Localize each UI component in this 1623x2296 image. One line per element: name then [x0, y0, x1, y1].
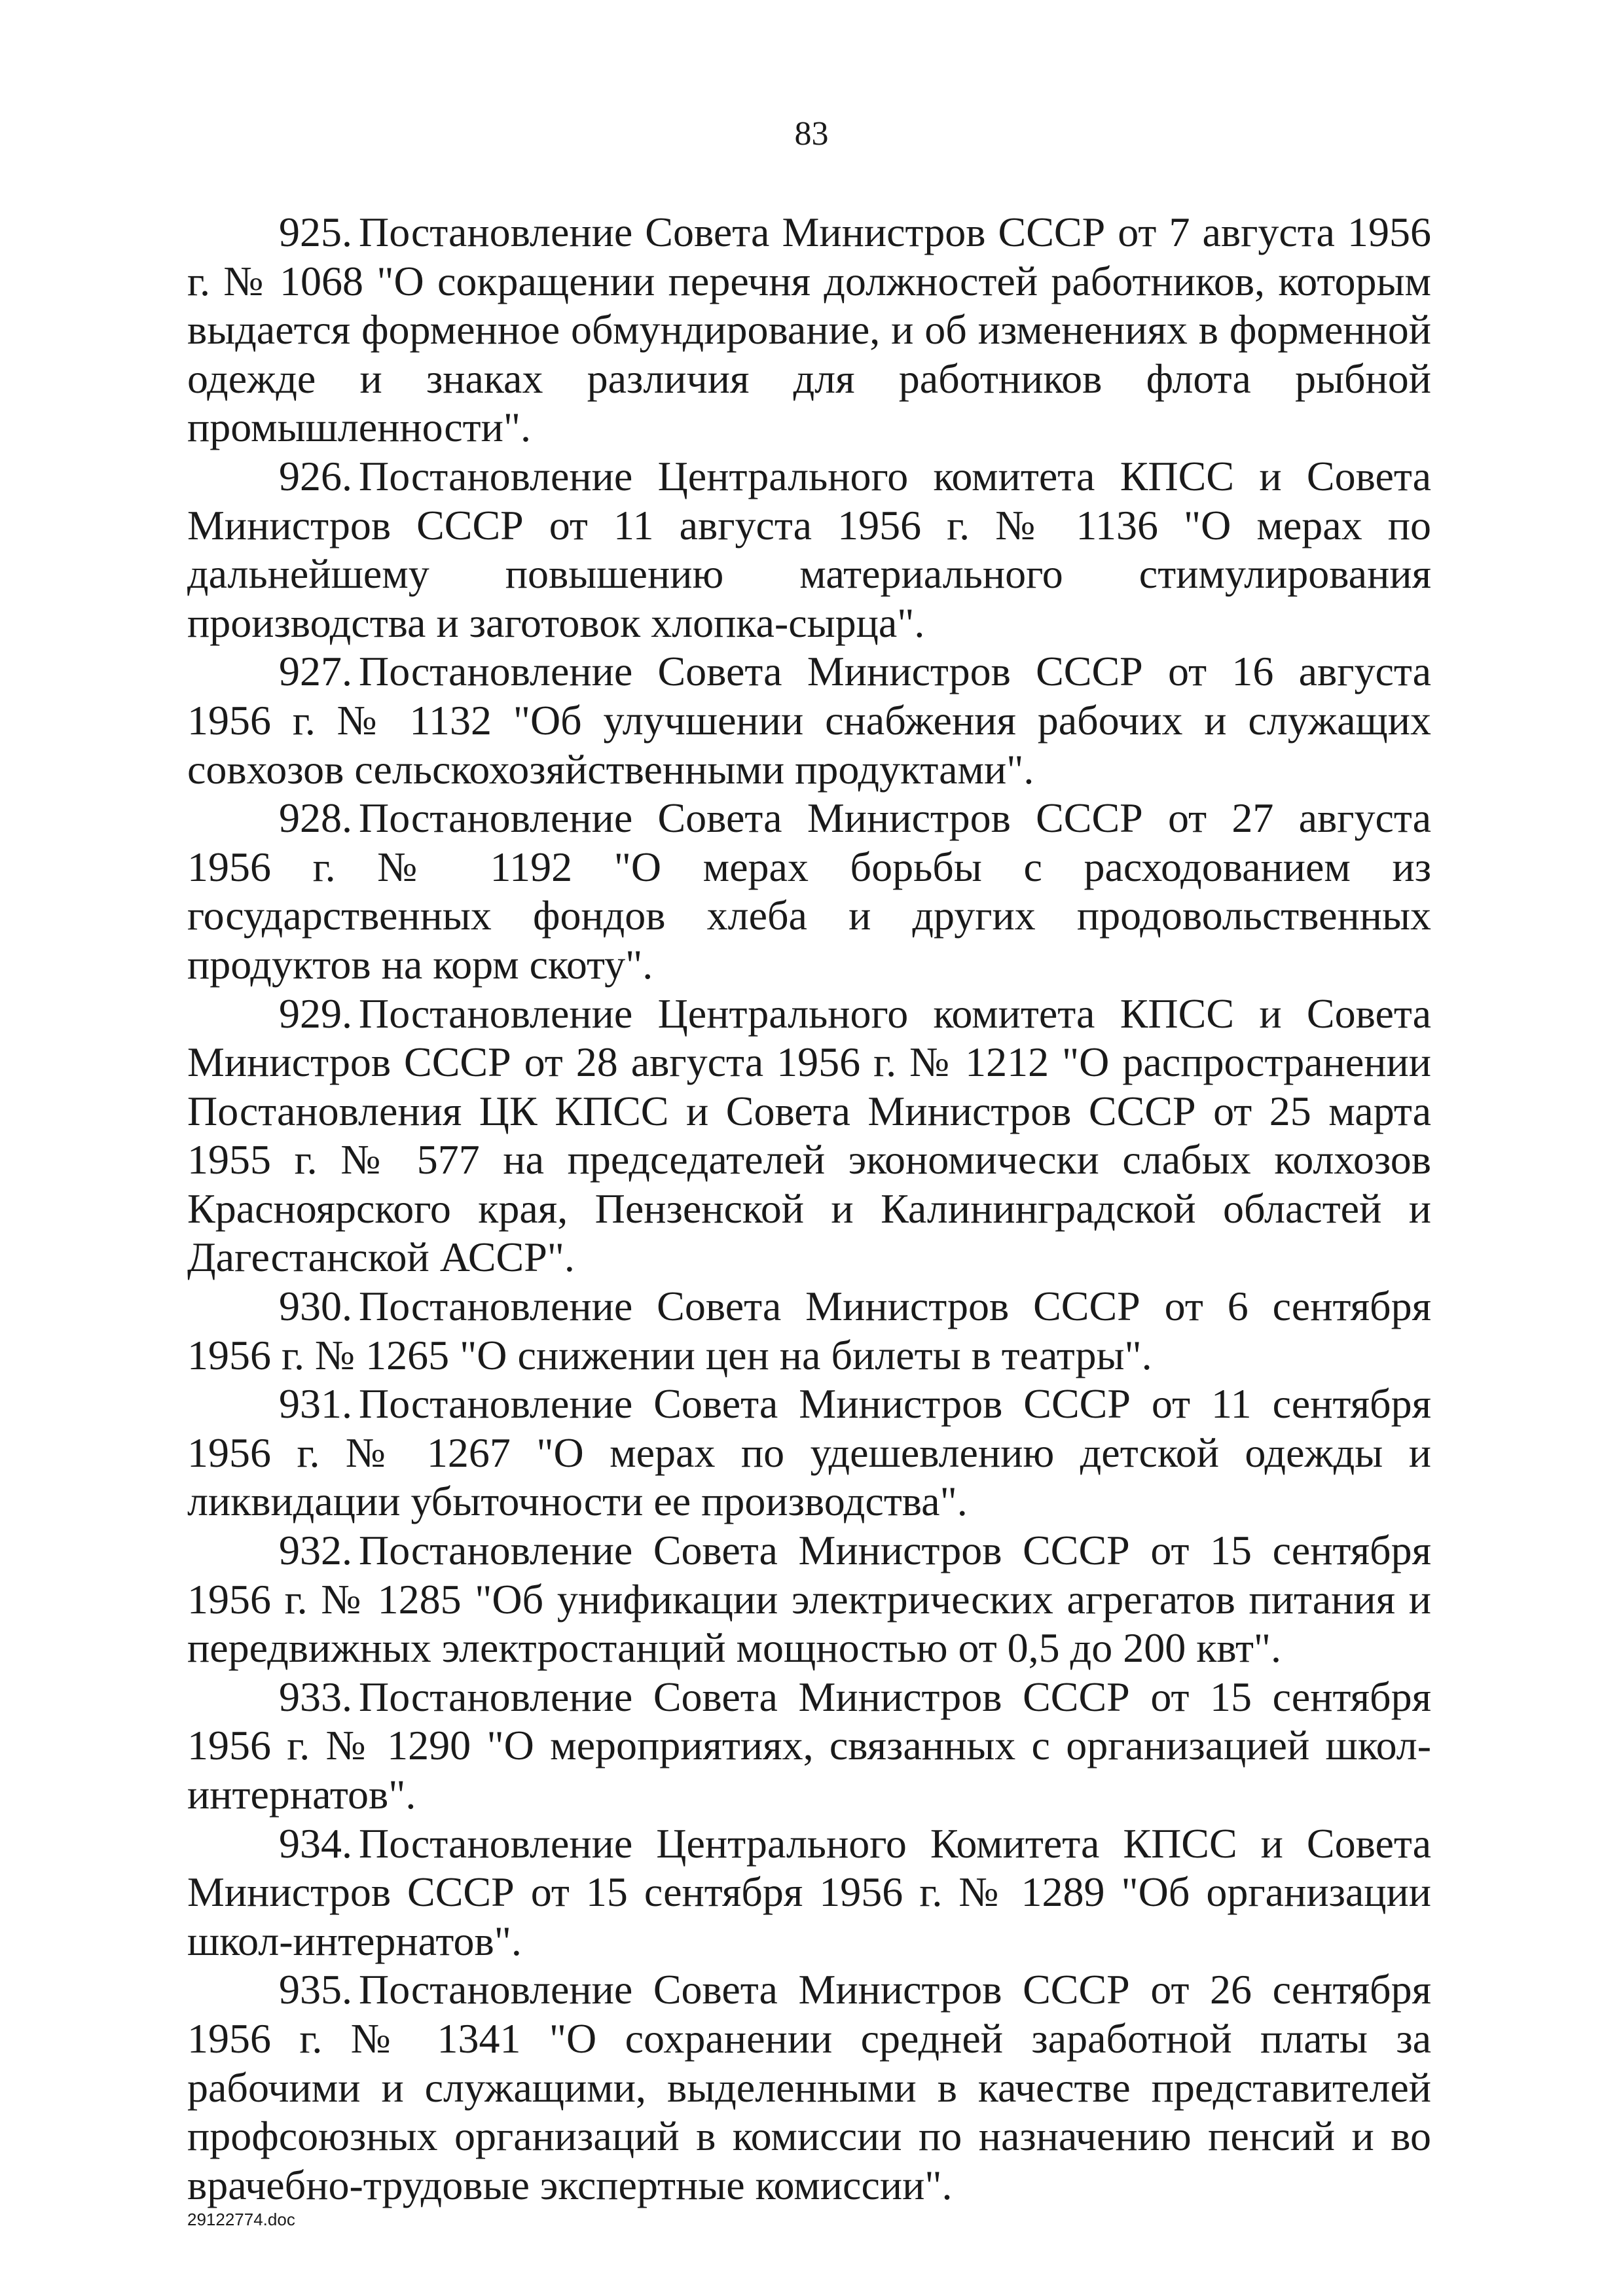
- entry-text: Постановление Совета Министров СССР от 26 сентября 1956 г. № 1341 "О сохранении средней заработной платы за рабочими и служащими, выделенными в качестве представителей профсоюзных организаций в комиссии по назначению пенсий и во врачебно-трудовые экспертные комиссии".: [187, 1966, 1431, 2208]
- entry-number: 932.: [279, 1527, 352, 1574]
- entry-number: 931.: [279, 1380, 352, 1427]
- list-item-927: [187, 647, 1431, 794]
- list-item-929: [187, 990, 1431, 1283]
- list-item-926: [187, 452, 1431, 647]
- list-item-933: [187, 1673, 1431, 1820]
- entry-text: Постановление Центрального комитета КПСС и Совета Министров СССР от 11 августа 1956 г. № 1136 "О мерах по дальнейшему повышению материального стимулирования производства и заготовок хлопка-сырца".: [187, 452, 1431, 646]
- list-item-934: [187, 1820, 1431, 1966]
- entry-text: Постановление Совета Министров СССР от 11 сентября 1956 г. № 1267 "О мерах по удешевлению детской одежды и ликвидации убыточности ее производства".: [187, 1380, 1431, 1525]
- entry-text: Постановление Совета Министров СССР от 7 августа 1956 г. № 1068 "О сокращении перечня должностей работников, которым выдается форменное обмундирование, и об изменениях в форменной одежде и знаках различия для работников флота рыбной промышленности".: [187, 209, 1431, 451]
- entry-text: Постановление Совета Министров СССР от 15 сентября 1956 г. № 1290 "О мероприятиях, связанных с организацией школ-интернатов".: [187, 1673, 1431, 1818]
- page-number: 83: [794, 115, 829, 152]
- footer-filename: 29122774.doc: [187, 2210, 295, 2229]
- list-item-925: [187, 208, 1431, 452]
- entry-text: Постановление Совета Министров СССР от 16 августа 1956 г. № 1132 "Об улучшении снабжения рабочих и служащих совхозов сельскохозяйственными продуктами".: [187, 648, 1431, 793]
- entry-number: 927.: [279, 648, 352, 695]
- list-item-931: [187, 1380, 1431, 1526]
- entry-text: Постановление Совета Министров СССР от 15 сентября 1956 г. № 1285 "Об унификации электрических агрегатов питания и передвижных электростанций мощностью от 0,5 до 200 квт".: [187, 1527, 1431, 1672]
- list-item-928: [187, 794, 1431, 989]
- list-item-932: [187, 1526, 1431, 1673]
- entry-number: 933.: [279, 1673, 352, 1720]
- entry-number: 934.: [279, 1820, 352, 1867]
- entry-number: 930.: [279, 1283, 352, 1330]
- entry-text: Постановление Совета Министров СССР от 27 августа 1956 г. № 1192 "О мерах борьбы с расходованием из государственных фондов хлеба и других продовольственных продуктов на корм скоту".: [187, 795, 1431, 988]
- entry-text: Постановление Центрального комитета КПСС и Совета Министров СССР от 28 августа 1956 г. № 1212 "О распространении Постановления ЦК КПСС и Совета Министров СССР от 25 марта 1955 г. № 577 на председателей экономически слабых колхозов Красноярского края, Пензенской и Калининградской областей и Дагестанской АССР".: [187, 990, 1431, 1281]
- entry-number: 928.: [279, 795, 352, 842]
- list-item-935: [187, 1965, 1431, 2210]
- entry-number: 929.: [279, 990, 352, 1037]
- entry-number: 925.: [279, 209, 352, 255]
- resolutions-list: [187, 208, 1431, 2210]
- list-item-930: [187, 1282, 1431, 1380]
- entry-number: 926.: [279, 452, 352, 499]
- entry-number: 935.: [279, 1966, 352, 2013]
- entry-text: Постановление Совета Министров СССР от 6 сентября 1956 г. № 1265 "О снижении цен на билеты в театры".: [187, 1283, 1431, 1378]
- entry-text: Постановление Центрального Комитета КПСС и Совета Министров СССР от 15 сентября 1956 г. № 1289 "Об организации школ-интернатов".: [187, 1820, 1431, 1964]
